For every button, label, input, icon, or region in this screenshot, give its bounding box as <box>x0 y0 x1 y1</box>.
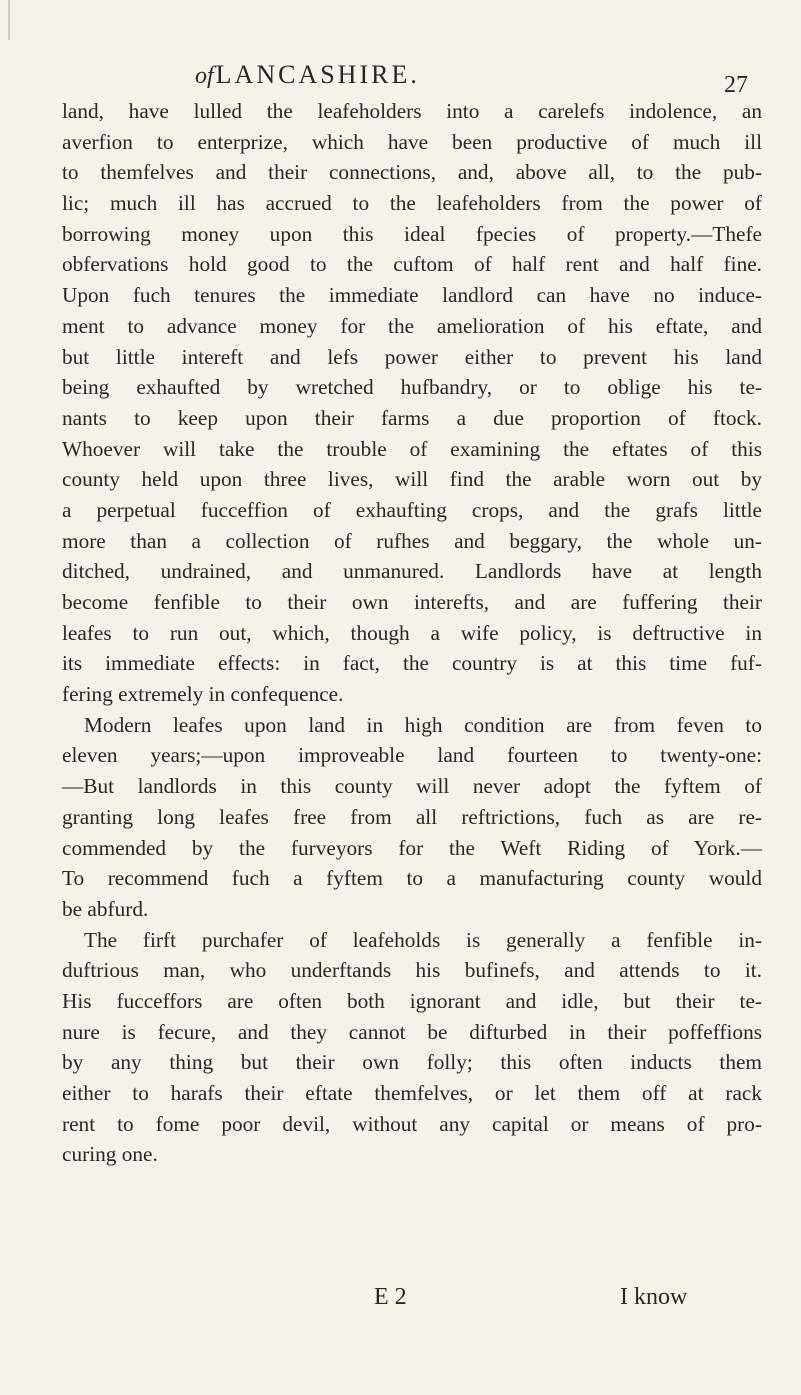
text-line: obfervations hold good to the cuftom of half rent and half fine. <box>62 252 762 277</box>
text-line: being exhaufted by wretched hufbandry, or to oblige his te- <box>62 375 762 400</box>
running-head-title: LANCASHIRE. <box>215 60 420 89</box>
text-line: leafes to run out, which, though a wife policy, is deftructive in <box>62 620 762 645</box>
text-line: nants to keep upon their farms a due proportion of ftock. <box>62 405 762 430</box>
text-line: ment to advance money for the amelioration of his eftate, and <box>62 313 762 338</box>
text-line: land, have lulled the leafeholders into a carelefs indolence, an <box>62 99 762 123</box>
text-line: a perpetual fucceffion of exhaufting crops, and the grafs little <box>62 497 762 522</box>
text-line: lic; much ill has accrued to the leafeholders from the power of <box>62 191 762 216</box>
body-text <box>62 96 762 1170</box>
text-line: by any thing but their own folly; this often inducts them <box>62 1050 762 1075</box>
text-line: Upon fuch tenures the immediate landlord can have no induce- <box>62 283 762 308</box>
text-line: rent to fome poor devil, without any capital or means of pro- <box>62 1111 762 1136</box>
text-line: nure is fecure, and they cannot be difturbed in their poffeffions <box>62 1019 762 1044</box>
paragraph-start-line: The firft purchafer of leafeholds is generally a fenfible in- <box>84 927 762 952</box>
page-number: 27 <box>724 72 748 98</box>
text-line: its immediate effects: in fact, the country is at this time fuf- <box>62 651 762 676</box>
text-line: but little intereft and lefs power either to prevent his land <box>62 344 762 369</box>
text-line: His fucceffors are often both ignorant and idle, but their te- <box>62 988 762 1013</box>
text-line: either to harafs their eftate themfelves, or let them off at rack <box>62 1081 762 1105</box>
text-line: become fenfible to their own interefts, and are fuffering their <box>62 590 762 614</box>
text-line: —But landlords in this county will never adopt the fyftem of <box>62 774 762 799</box>
catchword: I know <box>620 1284 688 1310</box>
text-line: averfion to enterprize, which have been productive of much ill <box>62 129 762 154</box>
text-line: To recommend fuch a fyftem to a manufacturing county would <box>62 866 762 891</box>
running-head-of: of <box>195 63 214 89</box>
paragraph-start-line: Modern leafes upon land in high condition are from feven to <box>84 712 762 737</box>
text-line: to themfelves and their connections, and, above all, to the pub- <box>62 160 762 185</box>
running-head <box>195 60 595 90</box>
text-line: commended by the furveyors for the Weft Riding of York.— <box>62 835 762 860</box>
text-line: granting long leafes free from all reftrictions, fuch as are re- <box>62 804 762 829</box>
text-line: more than a collection of rufhes and beggary, the whole un- <box>62 528 762 553</box>
text-line: Whoever will take the trouble of examining the eftates of this <box>62 436 762 461</box>
signature-mark: E 2 <box>374 1284 407 1310</box>
page-footer <box>0 1284 801 1316</box>
text-line: curing one. <box>62 1142 158 1167</box>
scan-edge-mark <box>8 0 10 40</box>
text-line: borrowing money upon this ideal fpecies of property.—Thefe <box>62 221 762 246</box>
text-line: fering extremely in confequence. <box>62 682 344 707</box>
text-line: duftrious man, who underftands his bufinefs, and attends to it. <box>62 958 762 983</box>
text-line: ditched, undrained, and unmanured. Landlords have at length <box>62 559 762 584</box>
text-line: county held upon three lives, will find the arable worn out by <box>62 467 762 492</box>
text-line: eleven years;—upon improveable land fourteen to twenty-one: <box>62 743 762 768</box>
text-line: be abfurd. <box>62 896 149 921</box>
